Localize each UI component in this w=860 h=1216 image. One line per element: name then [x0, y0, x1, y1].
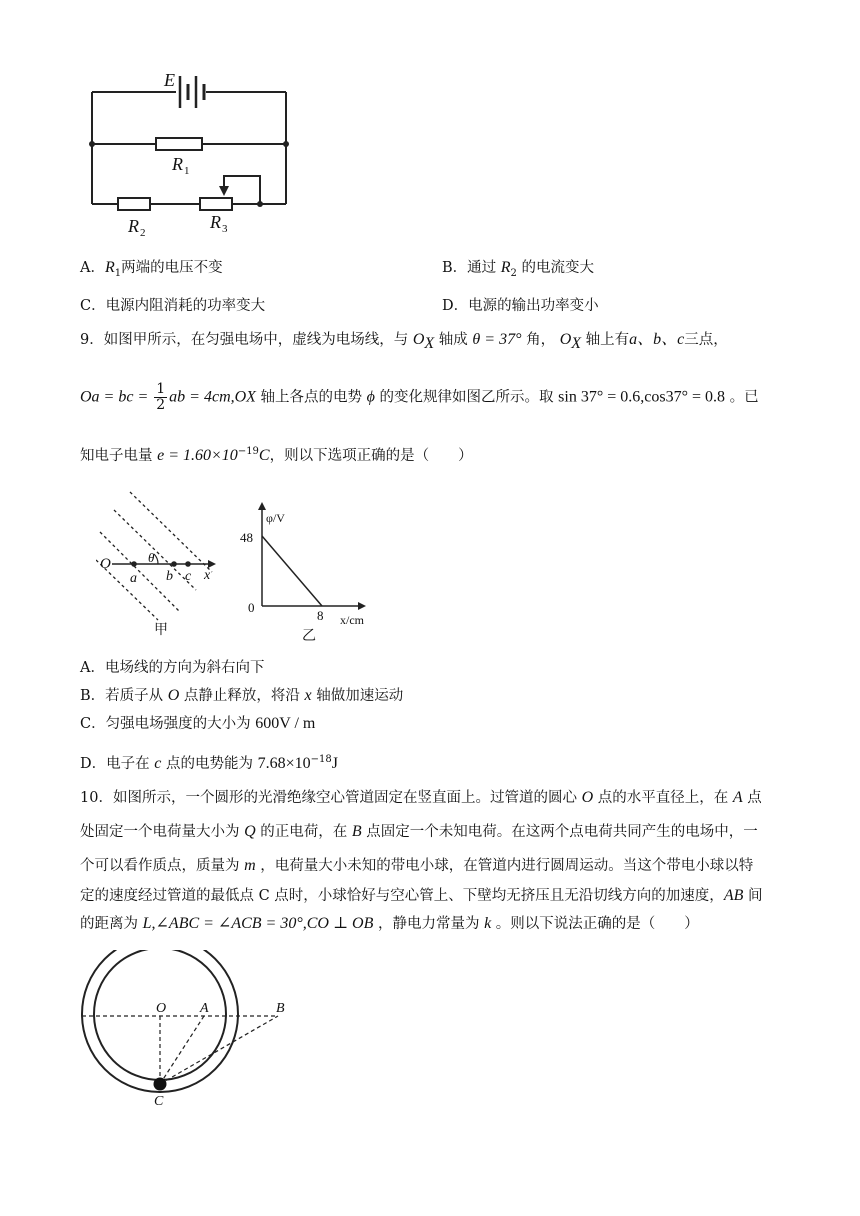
figure-jia [96, 486, 224, 642]
svg-text:c: c [185, 569, 192, 584]
svg-text:θ: θ [148, 550, 155, 565]
origin-label: 0 [248, 600, 255, 615]
resistor-r1 [156, 138, 202, 150]
series-line-phi [262, 536, 322, 606]
svg-text:甲: 甲 [154, 623, 168, 638]
q9-option-b: B．若质子从 O 点静止释放，将沿 x 轴做加速运动 [80, 687, 404, 704]
q9-option-a: A．电场线的方向为斜右向下 [80, 660, 265, 676]
circuit-diagram [80, 62, 300, 242]
q10-stem-line5: 的距离为 L,∠ABC = ∠ACB = 30°,CO ⊥ OB ，静电力常量为 k 。则以下说法正确的是（ ） [80, 915, 699, 932]
pipe-outer-circle [82, 950, 238, 1092]
y-axis-arrow-icon [258, 502, 266, 510]
y-tick-48: 48 [240, 530, 253, 545]
resistor-r2 [118, 198, 150, 210]
q9-option-c: C．匀强电场强度的大小为 600V / m [80, 715, 316, 732]
q10-stem-line4: 定的速度经过管道的最低点 C 点时，小球恰好与空心管上、下壁均无挤压且无沿切线方向的加速度，AB 间 [80, 887, 763, 904]
label-r3-sub: 3 [222, 223, 228, 235]
svg-text:B: B [276, 1001, 285, 1016]
svg-text:A: A [200, 1001, 209, 1016]
label-r1: R [172, 154, 183, 174]
q10-stem-line1: 10．如图所示，一个圆形的光滑绝缘空心管道固定在竖直面上。过管道的圆心 O 点的水平直径上，在 A 点 [80, 789, 762, 806]
q10-stem-line3: 个可以看作质点，质量为 m ，电荷量大小未知的带电小球，在管道内进行圆周运动。当这个带电小球以特 [80, 857, 754, 874]
label-r2-sub: 2 [140, 227, 146, 239]
q9-stem-line3: 知电子电量 $e = 1.60\times 10^{-19}C$，则以下选项正确的是（ ） [80, 446, 473, 464]
q9-stem-line1: 9．如图甲所示，在匀强电场中，虚线为电场线，与 $O_X$ 轴成 θ = 37° 角， $O_X$ 轴上有a、b、c三点， [80, 331, 728, 352]
label-r1-sub: 1 [184, 165, 190, 177]
q10-pipe-figure [80, 950, 300, 1108]
q8-option-d: D．电源的输出功率变小 [442, 298, 599, 314]
svg-text:C: C [154, 1094, 164, 1108]
q9-stem-line2: Oa = bc = $\frac{1}{2}$ ab = 4cm,OX 轴上各点的电势 ϕ 的变化规律如图乙所示。取 sin 37° = 0.6,cos37° = 0.8 。已 [80, 381, 759, 413]
figure-caption-yi: 乙 [302, 629, 316, 644]
label-e: E [164, 70, 175, 90]
svg-text:O: O [156, 1001, 167, 1016]
q9-option-d: D．电子在 c 点的电势能为 $7.68\times 10^{-18}J$ [80, 754, 338, 772]
slider-arrow-icon [219, 186, 229, 196]
q8-option-b: B．通过 $R_2$ 的电流变大 [442, 259, 595, 279]
figure-yi-chart [236, 500, 376, 646]
svg-text:O: O [100, 556, 111, 572]
q8-option-a: A．$R_1$两端的电压不变 [80, 259, 223, 279]
y-axis-label: φ/V [266, 511, 285, 525]
x-axis-label: x/cm [340, 613, 364, 627]
svg-text:b: b [166, 569, 173, 584]
charged-ball [154, 1078, 167, 1091]
x-tick-8: 8 [317, 608, 324, 623]
q8-option-c: C．电源内阻消耗的功率变大 [80, 298, 266, 314]
resistor-r3 [200, 198, 232, 210]
label-r3: R [210, 212, 221, 232]
x-axis-arrow-icon [358, 602, 366, 610]
label-r2: R [128, 216, 139, 236]
svg-text:a: a [130, 571, 137, 586]
q10-stem-line2: 处固定一个电荷量大小为 Q 的正电荷，在 B 点固定一个未知电荷。在这两个点电荷共同产生的电场中，一 [80, 823, 758, 840]
svg-text:x: x [204, 568, 211, 583]
